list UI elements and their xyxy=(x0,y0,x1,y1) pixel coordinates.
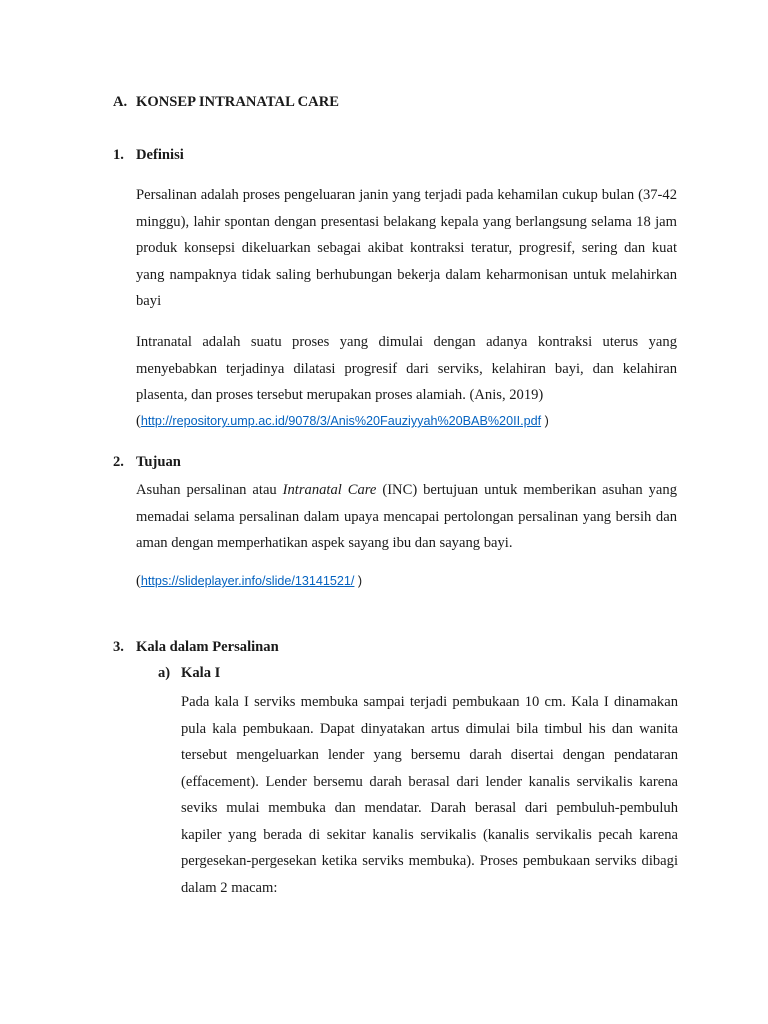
item3-number: 3. xyxy=(113,639,124,655)
item1-reference xyxy=(136,408,549,434)
item1-reference-link[interactable]: http://repository.ump.ac.id/9078/3/Anis%20Fauziyyah%20BAB%20II.pdf xyxy=(140,414,542,428)
item1-ref-open: ( xyxy=(136,413,141,429)
item1-heading xyxy=(113,147,184,164)
item3-sub-a-heading xyxy=(158,665,220,682)
section-a-title: KONSEP INTRANATAL CARE xyxy=(136,94,339,110)
item2-heading xyxy=(113,454,181,471)
item3-sub-a-marker: a) xyxy=(158,665,171,681)
item1-paragraph-2: Intranatal adalah suatu proses yang dimulai dengan adanya kontraksi uterus yang menyebabkan terjadinya dilatasi progresif dari serviks, kelahiran bayi, dan kelahiran plasenta, dan proses tersebut merupakan proses alamiah. (Anis, 2019) xyxy=(136,334,677,403)
item2-title: Tujuan xyxy=(136,454,181,470)
section-a-heading xyxy=(113,94,339,111)
item2-ref-close: ) xyxy=(354,574,363,588)
item1-number: 1. xyxy=(113,147,124,163)
section-a-marker: A. xyxy=(113,94,128,110)
item2-reference xyxy=(136,568,362,594)
item3-sub-a-paragraph: Pada kala I serviks membuka sampai terjadi pembukaan 10 cm. Kala I dinamakan pula kala pembukaan. Dapat dinyatakan artus dimulai bila timbul his dan wanita tersebut mengeluarkan lender yang bersemu darah disertai dengan pendataran (effacement). Lender bersemu darah berasal dari lender kanalis servikalis karena seviks mulai membuka dan mendatar. Darah berasal dari pembuluh-pembuluh kapiler yang berada di sekitar kanalis servikalis (kanalis servikalis pecah karena pergesekan-pergesekan ketika serviks membuka). Proses pembukaan serviks dibagi dalam 2 macam: xyxy=(181,694,678,896)
item3-heading xyxy=(113,639,279,656)
item1-title: Definisi xyxy=(136,147,184,163)
item1-paragraph-1: Persalinan adalah proses pengeluaran janin yang terjadi pada kehamilan cukup bulan (37-42 minggu), lahir spontan dengan presentasi belakang kepala yang berlangsung selama 18 jam produk konsepsi dikeluarkan sebagai akibat kontraksi teratur, progresif, sering dan kuat yang nampaknya tidak saling berhubungan bekerja dalam keharmonisan untuk melahirkan bayi xyxy=(136,187,677,309)
item1-ref-close: ) xyxy=(541,414,549,428)
item2-text-before: Asuhan persalinan atau xyxy=(136,482,283,498)
item2-text-italic: Intranatal Care xyxy=(282,482,377,498)
item2-paragraph xyxy=(136,477,677,557)
item3-sub-a-title: Kala I xyxy=(181,665,221,681)
item2-number: 2. xyxy=(113,454,124,470)
item2-ref-open: ( xyxy=(136,573,141,589)
item2-reference-link[interactable]: https://slideplayer.info/slide/13141521/ xyxy=(140,574,355,588)
item2-text-after: (INC) bertujuan untuk memberikan asuhan yang memadai selama persalinan dalam upaya mencapai pertolongan persalinan yang bersih dan aman dengan memperhatikan aspek sayang ibu dan sayang bayi. xyxy=(136,482,677,551)
item3-title: Kala dalam Persalinan xyxy=(136,639,279,655)
